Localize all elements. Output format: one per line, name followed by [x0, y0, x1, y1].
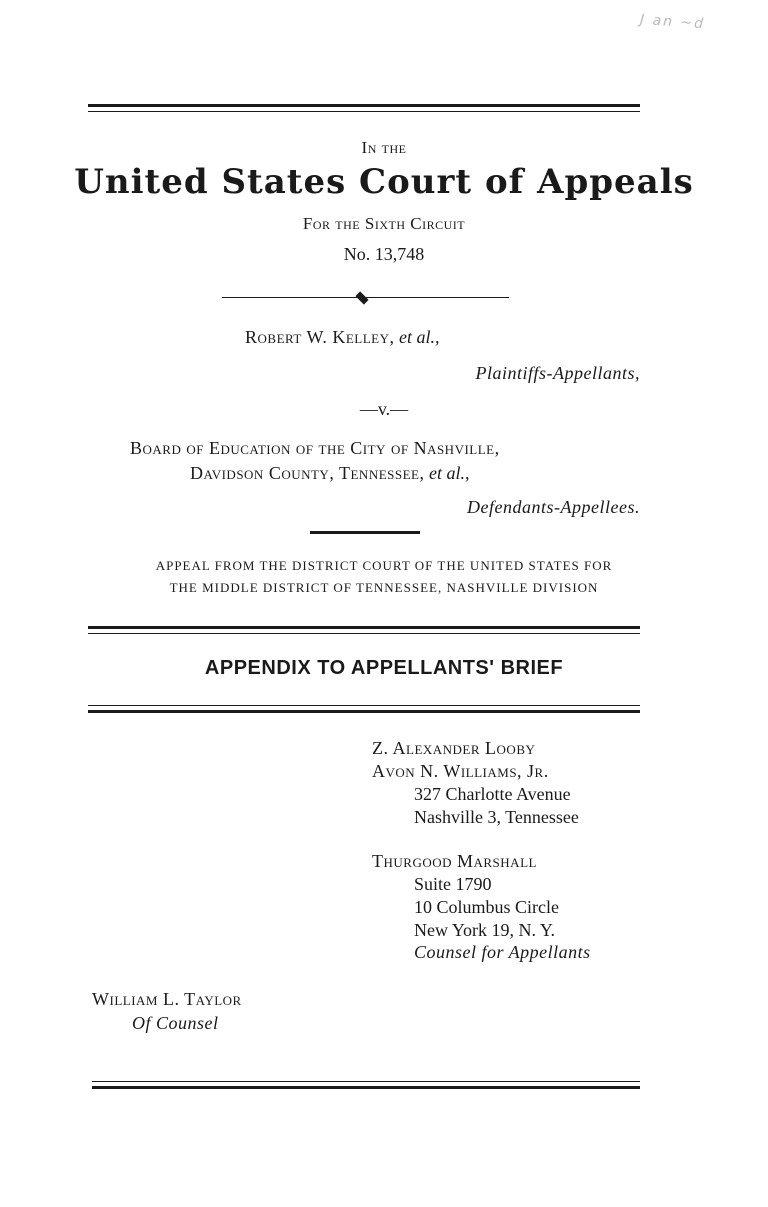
defendants-line2	[190, 462, 470, 484]
short-rule	[310, 531, 420, 534]
counsel-name-williams: Avon N. Williams, Jr.	[372, 761, 549, 781]
top-rule-thick	[88, 104, 640, 107]
defendants-et-al: et al.,	[429, 463, 470, 483]
counsel-name-marshall: Thurgood Marshall	[372, 851, 537, 871]
circuit-label: For the Sixth Circuit	[302, 214, 466, 233]
in-the-label: In the	[361, 138, 407, 157]
defendants-line1: Board of Education of the City of Nashville,	[130, 438, 500, 458]
title-top-rule-thick	[88, 626, 640, 629]
appeal-line1: APPEAL FROM THE DISTRICT COURT OF THE UNITED STATES FOR	[155, 558, 613, 573]
defendants-role: Defendants-Appellees.	[467, 497, 640, 517]
top-rule-thin	[88, 111, 640, 112]
diamond-ornament	[355, 291, 368, 304]
defendants-line2-name: Davidson County, Tennessee,	[190, 463, 425, 483]
appeal-line2: THE MIDDLE DISTRICT OF TENNESSEE, NASHVILLE DIVISION	[169, 580, 599, 595]
counsel-address-city: Nashville 3, Tennessee	[414, 807, 579, 827]
counsel-for-appellants: Counsel for Appellants	[414, 942, 591, 962]
title-bottom-rule-thick	[88, 710, 640, 713]
bottom-rule-thin	[92, 1081, 640, 1082]
plaintiffs-et-al: et al.,	[399, 327, 440, 347]
plaintiffs-line	[245, 326, 440, 348]
court-name: United States Court of Appeals	[74, 162, 694, 202]
plaintiffs-names: Robert W. Kelley,	[245, 327, 395, 347]
counsel-name-looby: Z. Alexander Looby	[372, 738, 536, 758]
case-number: No. 13,748	[343, 244, 425, 264]
document-title: APPENDIX TO APPELLANTS' BRIEF	[204, 657, 564, 679]
bottom-rule-thick	[92, 1086, 640, 1089]
marshall-address-suite: Suite 1790	[414, 874, 492, 894]
marshall-address-city: New York 19, N. Y.	[414, 920, 556, 940]
versus: —v.—	[359, 399, 409, 419]
title-bottom-rule-thin	[88, 705, 640, 706]
handwritten-annotation: J an ~d	[639, 11, 706, 33]
of-counsel-name: William L. Taylor	[92, 989, 242, 1009]
marshall-address-street: 10 Columbus Circle	[414, 897, 559, 917]
counsel-address-street: 327 Charlotte Avenue	[414, 784, 571, 804]
title-top-rule-thin	[88, 633, 640, 634]
plaintiffs-role: Plaintiffs-Appellants,	[475, 363, 640, 383]
of-counsel-role: Of Counsel	[132, 1013, 219, 1033]
